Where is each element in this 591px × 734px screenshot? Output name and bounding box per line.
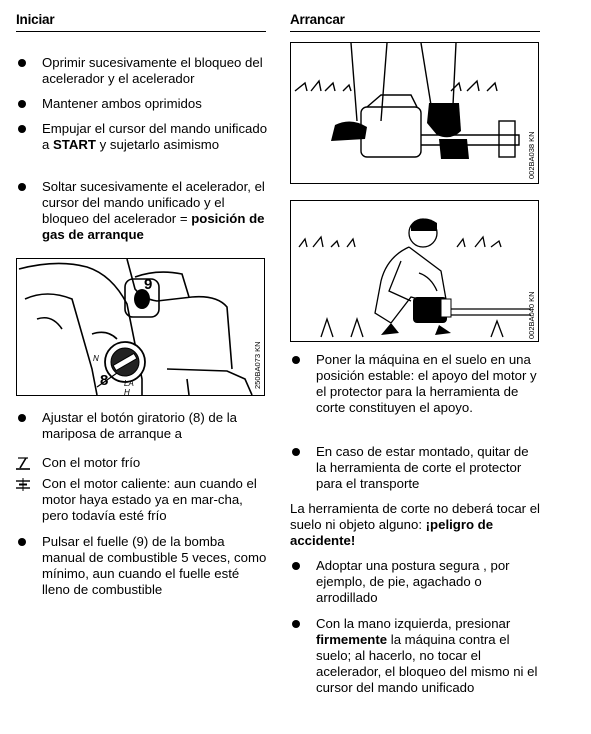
crouching-operator-illustration: [291, 201, 538, 341]
section-heading-arrancar: Arrancar: [290, 12, 345, 27]
warning-paragraph: La herramienta de corte no deberá tocar el suelo ni objeto alguno: ¡peligro de accidente!: [290, 501, 540, 548]
engine-illustration: [17, 259, 264, 395]
standing-operator-illustration: [291, 43, 538, 183]
figure-code: 250BA073 KN: [253, 341, 262, 389]
figure-choke-knob: [16, 258, 265, 396]
bullet-icon: [18, 414, 26, 422]
bullet-icon: [18, 183, 26, 191]
label-h: H: [124, 388, 130, 397]
heading-rule: [290, 31, 540, 32]
section-heading-iniciar: Iniciar: [16, 12, 55, 27]
choke-open-icon: [16, 477, 30, 491]
callout-9: 9: [144, 276, 153, 293]
heading-rule: [16, 31, 266, 32]
choke-closed-icon: [16, 456, 30, 470]
bullet-icon: [18, 125, 26, 133]
figure-standing-start: [290, 42, 539, 184]
label-n: N: [93, 354, 99, 363]
figure-code: 002BA040 KN: [527, 291, 536, 339]
bullet-icon: [18, 100, 26, 108]
bullet-icon: [18, 538, 26, 546]
bullet-icon: [292, 562, 300, 570]
callout-8: 8: [100, 372, 109, 389]
bullet-icon: [292, 448, 300, 456]
bullet-icon: [292, 620, 300, 628]
bullet-icon: [292, 356, 300, 364]
figure-crouching-start: [290, 200, 539, 342]
bullet-icon: [18, 59, 26, 67]
figure-code: 002BA038 KN: [527, 131, 536, 179]
label-la: LA: [124, 379, 134, 388]
